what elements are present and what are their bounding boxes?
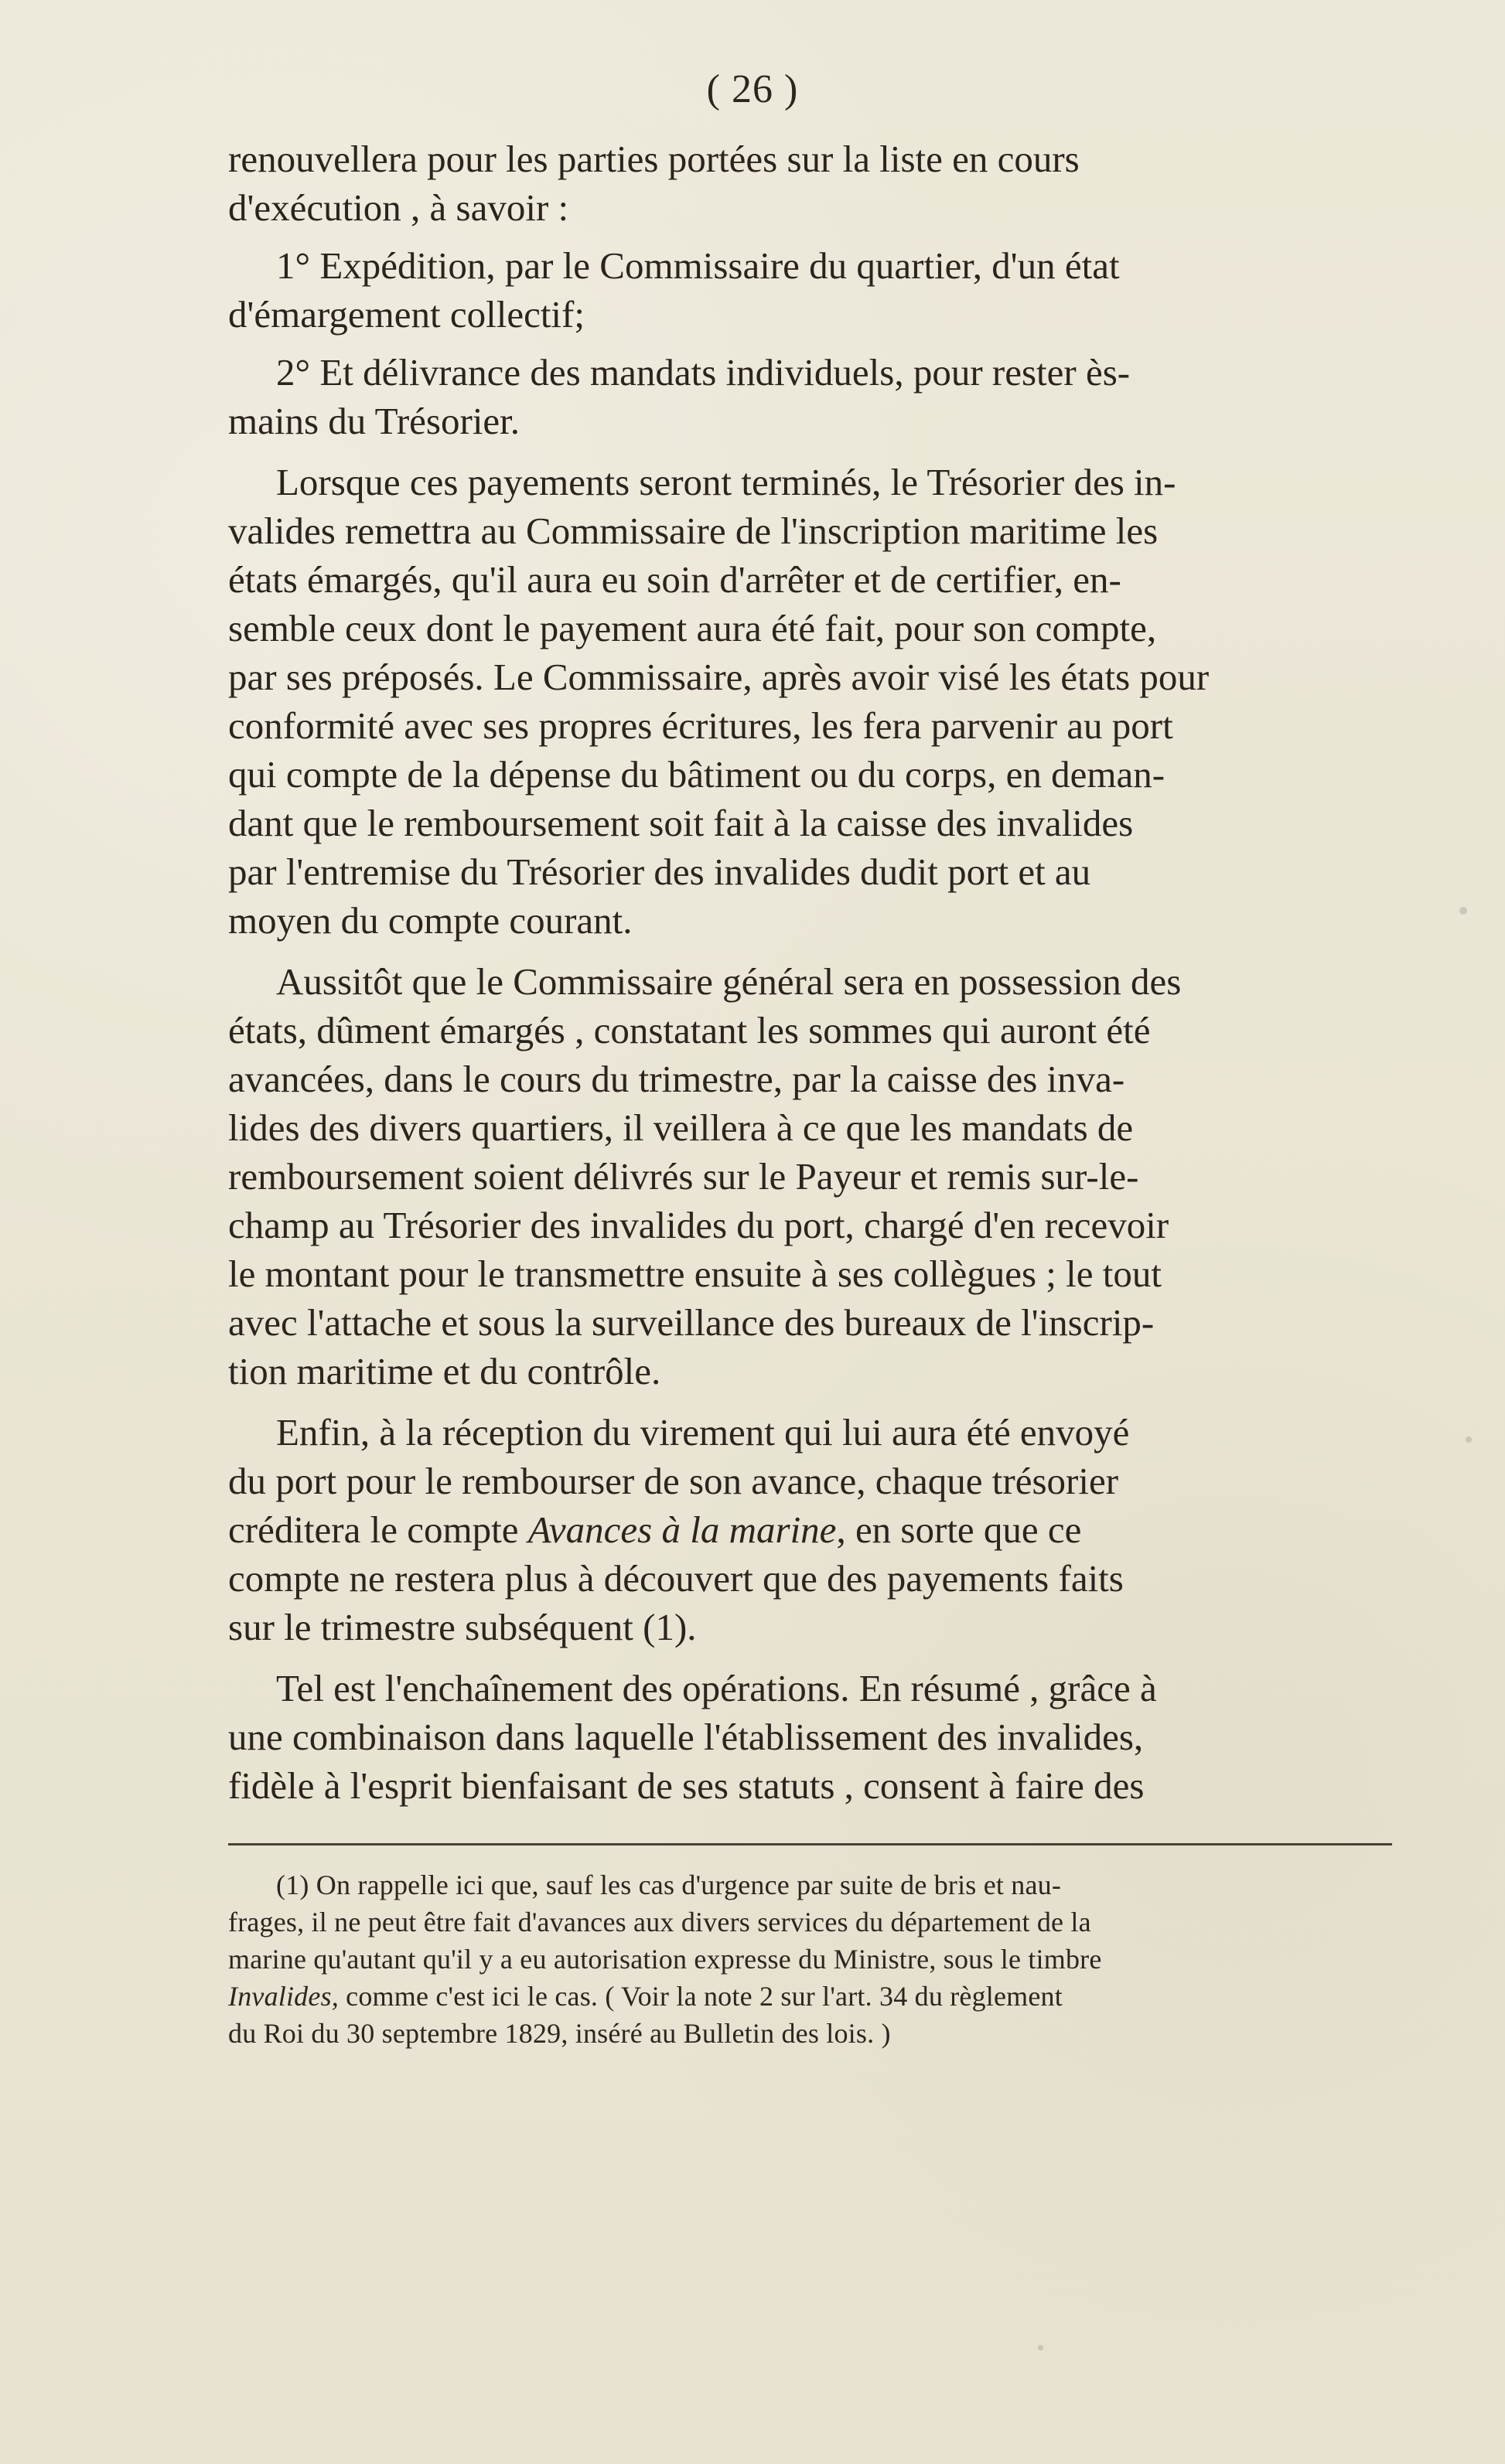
text-fragment: , en sorte que ce bbox=[836, 1508, 1082, 1551]
footnote-divider bbox=[228, 1843, 1392, 1845]
italic-text: Invalides, bbox=[228, 1981, 339, 2012]
paragraph-7 bbox=[228, 1664, 1394, 1810]
paper-speck bbox=[1038, 2345, 1043, 2350]
text-line: d'exécution , à savoir : bbox=[228, 186, 569, 229]
text-line: Enfin, à la réception du virement qui lui aura été envoyé bbox=[276, 1411, 1130, 1454]
text-line: sur le trimestre subséquent (1). bbox=[228, 1606, 697, 1648]
text-line: renouvellera pour les parties portées sur la liste en cours bbox=[228, 138, 1080, 180]
text-line: 2° Et délivrance des mandats individuels, pour rester ès- bbox=[276, 351, 1131, 394]
text-line: Lorsque ces payements seront terminés, le Trésorier des in- bbox=[276, 461, 1176, 503]
text-line: conformité avec ses propres écritures, les fera parvenir au port bbox=[228, 704, 1173, 747]
text-line: par ses préposés. Le Commissaire, après avoir visé les états pour bbox=[228, 656, 1210, 698]
text-line: fidèle à l'esprit bienfaisant de ses statuts , consent à faire des bbox=[228, 1764, 1145, 1807]
footnote-line: frages, il ne peut être fait d'avances aux divers services du département de la bbox=[228, 1907, 1091, 1937]
footnote-line: (1) On rappelle ici que, sauf les cas d'urgence par suite de bris et nau- bbox=[276, 1869, 1062, 1900]
text-line: qui compte de la dépense du bâtiment ou du corps, en deman- bbox=[228, 753, 1165, 796]
text-line: du port pour le rembourser de son avance, chaque trésorier bbox=[228, 1460, 1119, 1502]
paragraph-6 bbox=[228, 1408, 1394, 1651]
text-line: compte ne restera plus à découvert que des payements faits bbox=[228, 1557, 1124, 1600]
text-line: par l'entremise du Trésorier des invalides dudit port et au bbox=[228, 850, 1091, 893]
paragraph-2 bbox=[228, 241, 1394, 339]
text-line: avec l'attache et sous la surveillance des bureaux de l'inscrip- bbox=[228, 1301, 1155, 1344]
text-line: Tel est l'enchaînement des opérations. En résumé , grâce à bbox=[276, 1667, 1157, 1709]
text-line: moyen du compte courant. bbox=[228, 899, 633, 942]
text-line bbox=[228, 1505, 1394, 1554]
paragraph-3 bbox=[228, 348, 1394, 445]
text-line: d'émargement collectif; bbox=[228, 293, 585, 336]
text-line: dant que le remboursement soit fait à la caisse des invalides bbox=[228, 802, 1134, 844]
text-line: mains du Trésorier. bbox=[228, 400, 520, 442]
text-line: états, dûment émargés , constatant les sommes qui auront été bbox=[228, 1009, 1151, 1051]
paper-speck bbox=[1466, 1436, 1472, 1443]
text-line: 1° Expédition, par le Commissaire du quartier, d'un état bbox=[276, 244, 1120, 287]
paragraph-4 bbox=[228, 458, 1394, 945]
text-line: remboursement soient délivrés sur le Payeur et remis sur-le- bbox=[228, 1155, 1139, 1198]
footnote-line: du Roi du 30 septembre 1829, inséré au Bulletin des lois. ) bbox=[228, 2018, 891, 2049]
text-line: Aussitôt que le Commissaire général sera en possession des bbox=[276, 960, 1182, 1003]
footnote-line bbox=[228, 1978, 1394, 2015]
paragraph-5 bbox=[228, 957, 1394, 1396]
text-line: états émargés, qu'il aura eu soin d'arrêter et de certifier, en- bbox=[228, 558, 1121, 601]
main-text bbox=[228, 135, 1394, 1810]
text-line: valides remettra au Commissaire de l'inscription maritime les bbox=[228, 509, 1159, 552]
text-line: avancées, dans le cours du trimestre, par la caisse des inva- bbox=[228, 1058, 1125, 1100]
paper-speck bbox=[1459, 907, 1467, 915]
italic-text: Avances à la marine bbox=[527, 1508, 837, 1551]
text-line: lides des divers quartiers, il veillera à ce que les mandats de bbox=[228, 1106, 1134, 1149]
footnote-line: marine qu'autant qu'il y a eu autorisation expresse du Ministre, sous le timbre bbox=[228, 1944, 1102, 1975]
text-line: le montant pour le transmettre ensuite à ses collègues ; le tout bbox=[228, 1252, 1162, 1295]
text-line: tion maritime et du contrôle. bbox=[228, 1350, 661, 1392]
footnote bbox=[228, 1866, 1394, 2052]
paper-speck bbox=[899, 821, 903, 826]
text-fragment: créditera le compte bbox=[228, 1508, 528, 1551]
text-line: semble ceux dont le payement aura été fait, pour son compte, bbox=[228, 607, 1157, 649]
paragraph-1 bbox=[228, 135, 1394, 232]
text-line: une combinaison dans laquelle l'établissement des invalides, bbox=[228, 1716, 1144, 1758]
text-line: champ au Trésorier des invalides du port, chargé d'en recevoir bbox=[228, 1204, 1169, 1246]
page-number: ( 26 ) bbox=[706, 67, 799, 111]
text-fragment: comme c'est ici le cas. ( Voir la note 2 sur l'art. 34 du règlement bbox=[338, 1981, 1063, 2012]
